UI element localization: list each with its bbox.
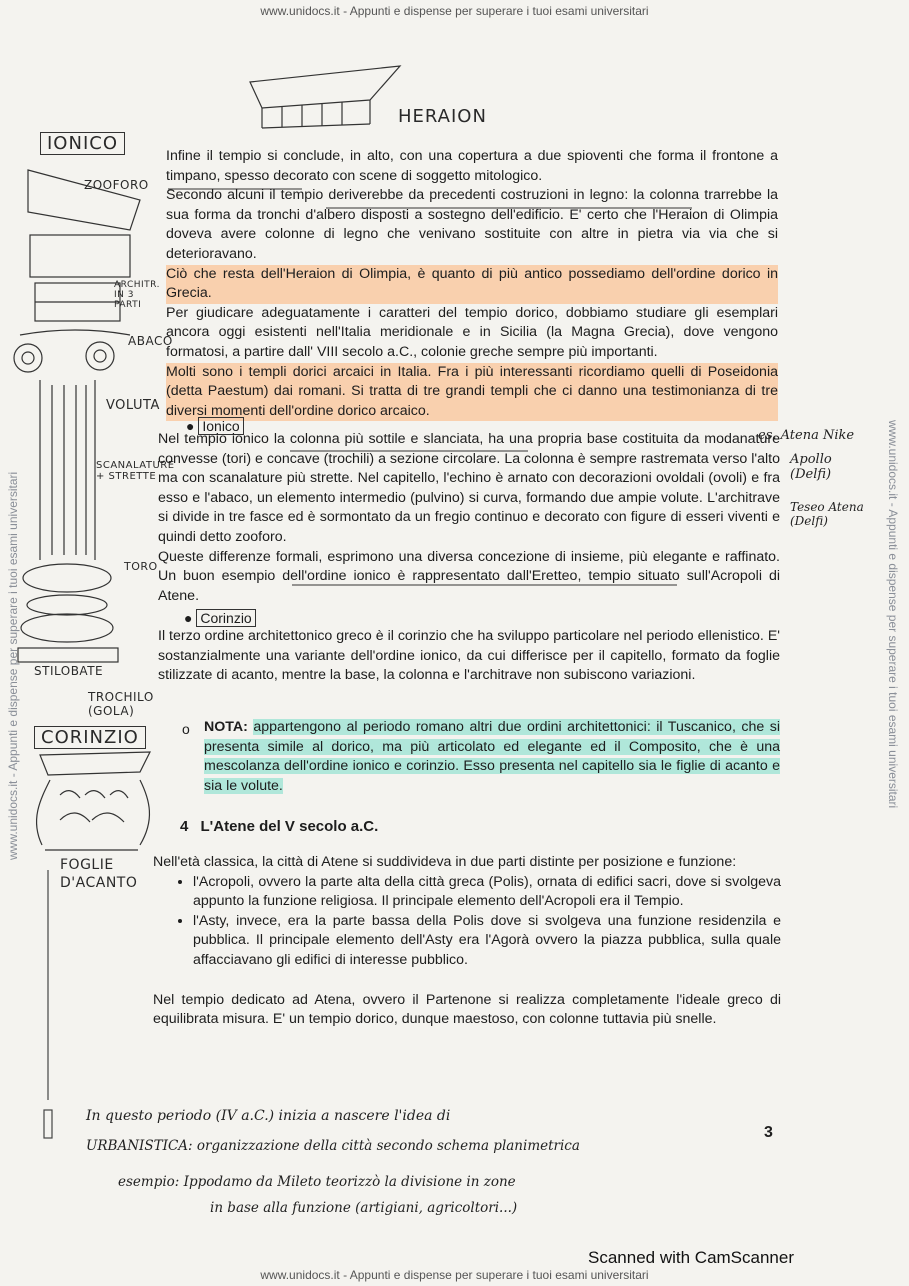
sketch-label-voluta: VOLUTA xyxy=(106,398,160,413)
page-number: 3 xyxy=(764,1124,773,1141)
nota-bullet: o xyxy=(182,721,190,737)
handwritten-line-1: In questo periodo (IV a.C.) inizia a nascere l'idea di xyxy=(86,1108,451,1124)
nota-text: appartengono al periodo romano altri due ordini architettonici: il Tuscanico, che si presenta simile al dorico, ma più articolato ed elegante ed il Composito, che è una mescolanza dell'ordine ionico e corinzio. Esso presenta nel capitello sia le figlie di acanto e sia le volute. xyxy=(204,719,781,794)
sketch-label-toro: TORO xyxy=(124,560,158,573)
atene-intro: Nell'età classica, la città di Atene si suddivideva in due parti distinte per posizione e funzione: xyxy=(153,854,737,870)
watermark-right: www.unidocs.it - Appunti e dispense per superare i tuoi esami universitari xyxy=(886,420,900,809)
ionico-heading: ● Ionico xyxy=(186,418,244,434)
watermark-bottom: www.unidocs.it - Appunti e dispense per superare i tuoi esami universitari xyxy=(260,1268,649,1282)
margin-note-2: Apollo (Delfi) xyxy=(790,452,832,482)
corinthian-capital-sketch xyxy=(37,752,150,850)
paragraph-legno: Secondo alcuni il tempio deriverebbe da precedenti costruzioni in legno: la colonna trarrebbe la sua forma da tronchi d'albero disposti a sostegno dell'edificio. E' certo che l'Heraion di Olimpia doveva avere colonne di legno che venivano sostituite con altre in pietra via via che si deterioravano. xyxy=(166,187,778,262)
handwritten-line-2: URBANISTICA: organizzazione della città secondo schema planimetrica xyxy=(86,1138,580,1154)
paragraph-heraion: Ciò che resta dell'Heraion di Olimpia, è quanto di più antico possediamo dell'ordine dorico in Grecia. xyxy=(166,265,778,304)
margin-note-1: es. Atena Nike xyxy=(758,428,855,443)
margin-note-3: Teseo Atena (Delfi) xyxy=(790,500,864,528)
paragraph-paestum: Molti sono i templi dorici arcaici in Italia. Fra i più interessanti ricordiamo quelli di Poseidonia (detta Paestum) dai romani. Si tratta di tre grandi templi che ci danno una testimonianza di tre diversi momenti dell'ordine dorico arcaico. xyxy=(166,363,778,422)
atene-section xyxy=(153,853,781,1030)
handwritten-line-3: esempio: Ippodamo da Mileto teorizzò la divisione in zone xyxy=(118,1174,516,1190)
sketch-label-heraion: HERAION xyxy=(398,106,487,127)
corinzio-section xyxy=(158,627,780,686)
handwritten-line-4: in base alla funzione (artigiani, agricoltori...) xyxy=(210,1200,518,1216)
margin-brackets xyxy=(44,870,52,1138)
sketch-label-stilobate: STILOBATE xyxy=(34,664,104,678)
watermark-left: www.unidocs.it - Appunti e dispense per superare i tuoi esami universitari xyxy=(6,471,20,860)
paragraph-frontone: Infine il tempio si conclude, in alto, con una copertura a due spioventi che forma il frontone a timpano, spesso decorato con scene di soggetto mitologico. xyxy=(166,148,778,184)
bullet-acropoli: • l'Acropoli, ovvero la parte alta della città greca (Polis), ornata di edifici sacri, dove si svolgeva appunto la funzione religiosa. Il principale elemento dell'Acropoli era il Tempio. xyxy=(193,873,781,912)
heraion-roof-sketch xyxy=(250,66,400,128)
ionico-paragraph-2: Queste differenze formali, esprimono una diversa concezione di insieme, più elegante e raffinato. Un buon esempio dell'ordine ionico è rappresentato dall'Eretteo, tempio situato sull'Acropoli di Atene. xyxy=(158,548,780,604)
sketch-label-trochilo: TROCHILO (GOLA) xyxy=(88,690,154,718)
ionico-paragraph-1: Nel tempio ionico la colonna più sottile e slanciata, ha una propria base costituita da modanature convesse (tori) e concave (trochili) a sezione circolare. La colonna è sempre rastremata verso l'alto ma con scanalature più strette. Nel capitello, l'echino è arnato con decorazioni ovoldali (ovoli) e fra esso e l'abaco, un elemento intermedio (pulvino) si curva, formando due ampie volute. L'architrave si divide in tre fasce ed è sormontato da un fregio continuo e decorato con figure di esseri viventi e quindi detto zooforo. xyxy=(158,431,780,545)
section-number: 4 xyxy=(180,818,189,835)
sketch-label-foglie: FOGLIE D'ACANTO xyxy=(60,857,138,891)
paragraph-magna-grecia: Per giudicare adeguatamente i caratteri del tempio dorico, dobbiamo studiare gli esemplari ancora oggi esistenti nell'Italia meridionale e in Sicilia (la Magna Grecia), dove vengono formatosi, a partire dall' VIII secolo a.C., colonie greche sempre più importanti. xyxy=(166,304,778,360)
partenone-paragraph: Nel tempio dedicato ad Atena, ovvero il Partenone si realizza completamente l'ideale greco di equilibrata misura. E' un tempio dorico, dunque maestoso, con colonne tuttavia più snelle. xyxy=(153,991,781,1028)
ionico-section xyxy=(158,430,780,606)
sketch-label-corinzio: CORINZIO xyxy=(34,726,146,749)
intro-paragraphs xyxy=(166,147,778,421)
atene-bullet-list xyxy=(171,873,781,971)
corinzio-paragraph: Il terzo ordine architettonico greco è il corinzio che ha sviluppo particolare nel periodo ellenistico. E' sostanzialmente una variante dell'ordine ionico, da cui differisce per il capitello, formato da foglie stilizzate di acanto, mentre la base, la colonna e l'architrave non subiscono variazioni. xyxy=(158,628,780,684)
section-title: L'Atene del V secolo a.C. xyxy=(200,818,379,835)
bullet-asty: • l'Asty, invece, era la parte bassa della Polis dove si svolgeva una funzione residenzila e pubblica. Il principale elemento dell'Asty era l'Agorà ovvero la piazza pubblica, sulla quale affacciavano gli edifici di interesse pubblico. xyxy=(193,912,781,971)
corinzio-heading: ● Corinzio xyxy=(184,610,256,626)
scanner-credit: Scanned with CamScanner xyxy=(588,1248,795,1267)
sketch-label-zooforo: ZOOFORO xyxy=(84,178,149,192)
section-heading xyxy=(180,818,378,835)
nota-block xyxy=(204,718,780,796)
corinzio-label: Corinzio xyxy=(196,609,255,627)
sketch-label-scanalature: SCANALATURE + STRETTE xyxy=(96,460,175,482)
watermark-top: www.unidocs.it - Appunti e dispense per superare i tuoi esami universitari xyxy=(260,4,649,18)
ionico-label: Ionico xyxy=(198,417,243,435)
ionic-column-sketch xyxy=(14,170,140,662)
sketch-label-abaco: ABACO xyxy=(128,334,173,348)
sketch-label-architrave: ARCHITR. IN 3 PARTI xyxy=(114,280,160,310)
sketch-label-ionico: IONICO xyxy=(40,132,125,155)
nota-label: NOTA: xyxy=(204,719,248,735)
